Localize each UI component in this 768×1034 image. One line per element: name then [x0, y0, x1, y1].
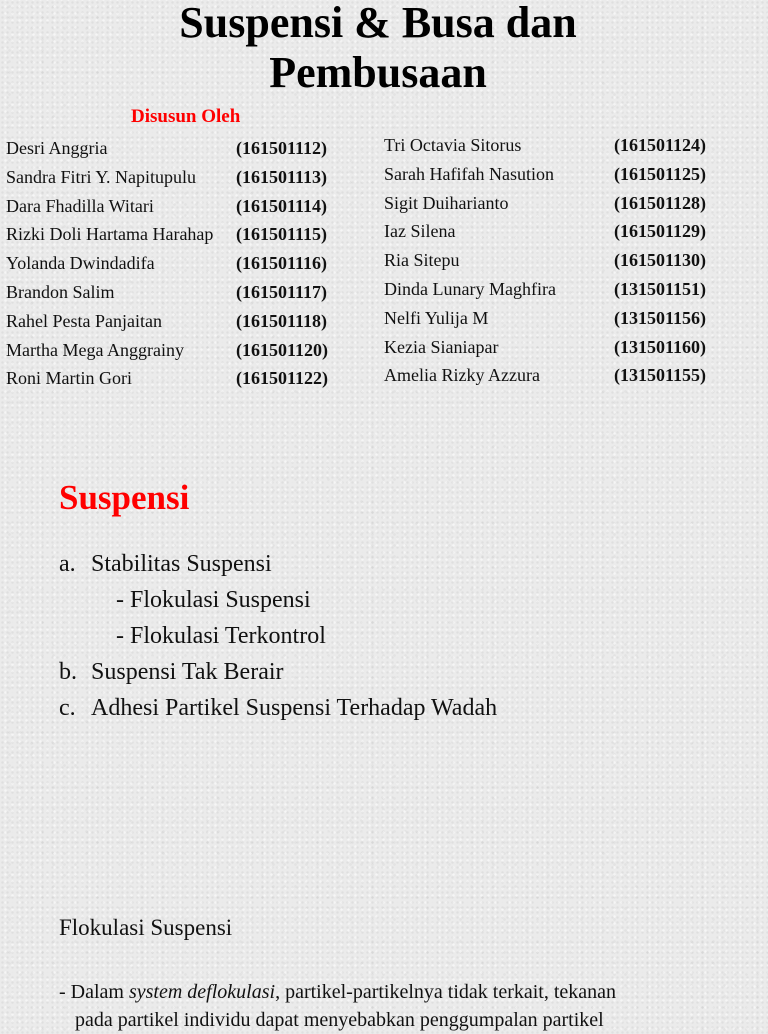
member-nim: (161501112): [236, 138, 328, 158]
member-row: [6, 222, 328, 251]
outline-text: Stabilitas Suspensi: [91, 551, 272, 577]
member-nim: (161501129): [614, 221, 706, 242]
member-nim: (161501114): [236, 195, 328, 216]
member-nim: (131501155): [614, 365, 706, 386]
page-title-line-1: Suspensi & Busa dan: [179, 0, 577, 47]
outline-marker: a.: [59, 551, 76, 577]
member-name: Iaz Silena: [384, 221, 456, 242]
member-row: [384, 306, 706, 335]
member-nim: (161501124): [614, 135, 706, 155]
member-name: Rizki Doli Hartama Harahap: [6, 224, 214, 245]
member-nim: (161501128): [614, 192, 706, 213]
member-nim: (161501116): [236, 253, 328, 274]
member-name: Amelia Rizky Azzura: [384, 365, 540, 386]
member-list-right: [384, 133, 706, 392]
member-nim: (131501156): [614, 307, 706, 328]
member-nim: (161501125): [614, 163, 706, 184]
member-row: [384, 162, 706, 191]
outline-text: Suspensi Tak Berair: [91, 659, 284, 685]
member-row: [384, 219, 706, 248]
member-nim: (131501160): [614, 336, 706, 357]
member-name: Sandra Fitri Y. Napitupulu: [6, 166, 196, 187]
body-paragraph: [59, 978, 709, 1034]
outline-subtext: - Flokulasi Suspensi: [116, 587, 311, 613]
page-title: [0, 0, 756, 98]
paragraph-rest: , partikel-partikelnya tidak terkait, tekanan: [275, 981, 617, 1003]
member-nim: (161501117): [236, 281, 328, 302]
member-nim: (161501115): [236, 224, 328, 245]
member-name: Tri Octavia Sitorus: [384, 135, 522, 155]
outline-item: [59, 690, 497, 726]
member-nim: (131501151): [614, 278, 706, 299]
member-row: [384, 133, 706, 162]
member-row: [6, 251, 328, 280]
section-heading: Suspensi: [59, 478, 190, 517]
member-nim: (161501122): [236, 368, 328, 389]
member-name: Sarah Hafifah Nasution: [384, 163, 554, 184]
outline-text: Adhesi Partikel Suspensi Terhadap Wadah: [91, 695, 498, 721]
member-row: [6, 136, 328, 165]
member-row: [384, 277, 706, 306]
member-name: Sigit Duiharianto: [384, 192, 509, 213]
outline-subtext: - Flokulasi Terkontrol: [116, 623, 326, 649]
member-row: [6, 165, 328, 194]
member-name: Brandon Salim: [6, 281, 115, 302]
member-name: Dinda Lunary Maghfira: [384, 278, 556, 299]
member-name: Dara Fhadilla Witari: [6, 195, 154, 216]
member-name: Roni Martin Gori: [6, 368, 132, 389]
member-row: [6, 280, 328, 309]
subheading: Flokulasi Suspensi: [59, 915, 233, 940]
outline-marker: c.: [59, 695, 76, 721]
member-name: Yolanda Dwindadifa: [6, 253, 155, 274]
topic-outline: [59, 546, 497, 726]
outline-item: [59, 546, 497, 582]
member-name: Kezia Sianiapar: [384, 336, 499, 357]
member-nim: (161501120): [236, 339, 328, 360]
member-row: [384, 248, 706, 277]
member-name: Rahel Pesta Panjaitan: [6, 310, 162, 331]
member-row: [384, 363, 706, 392]
credit-label: Disusun Oleh: [131, 106, 241, 127]
outline-subitem: [59, 582, 497, 618]
member-name: Desri Anggria: [6, 138, 108, 158]
outline-subitem: [59, 618, 497, 654]
outline-marker: b.: [59, 659, 77, 685]
member-nim: (161501113): [236, 166, 328, 187]
member-nim: (161501130): [614, 250, 706, 271]
member-name: Nelfi Yulija M: [384, 307, 489, 328]
member-row: [6, 366, 328, 395]
paragraph-italic-term: system deflokulasi: [128, 981, 276, 1003]
member-nim: (161501118): [236, 310, 328, 331]
paragraph-prefix: - Dalam: [59, 981, 129, 1003]
outline-item: [59, 654, 497, 690]
member-row: [384, 335, 706, 364]
page-title-line-2: Pembusaan: [269, 48, 487, 97]
member-name: Martha Mega Anggrainy: [6, 339, 184, 360]
member-row: [6, 309, 328, 338]
member-list-left: [6, 136, 328, 395]
member-name: Ria Sitepu: [384, 250, 460, 271]
member-row: [6, 338, 328, 367]
member-row: [384, 191, 706, 220]
paragraph-line-2: pada partikel individu dapat menyebabkan penggumpalan partikel: [75, 1009, 604, 1031]
member-row: [6, 194, 328, 223]
